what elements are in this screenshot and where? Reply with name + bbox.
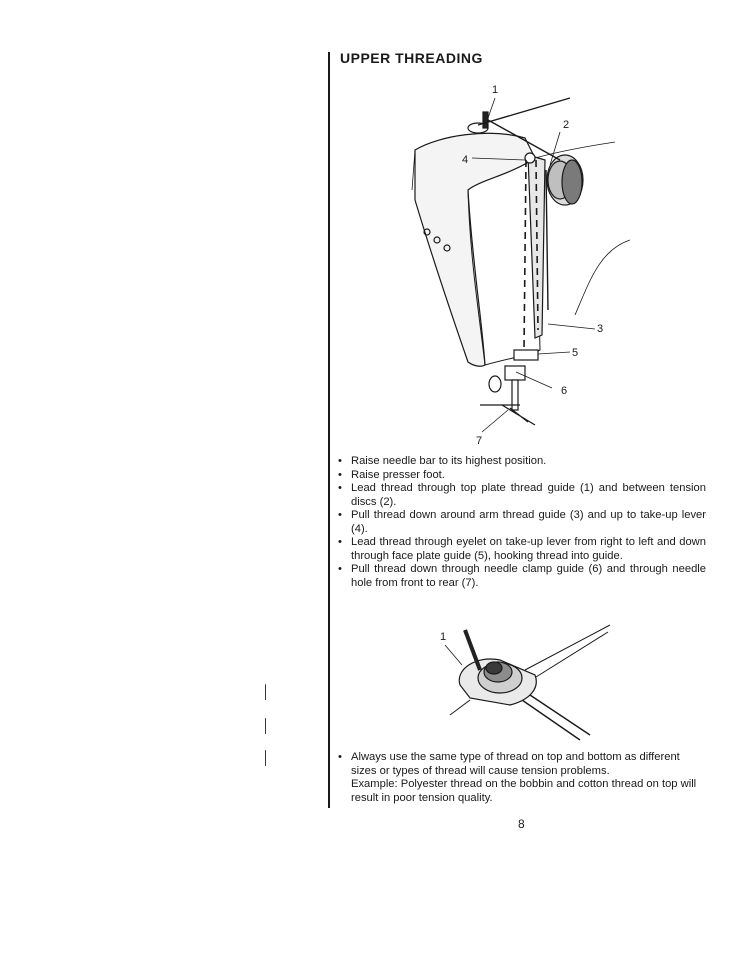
note-example: Example: Polyester thread on the bobbin and cotton thread on top will result in poor tension quality. <box>351 778 697 804</box>
callout-7: 7 <box>476 435 483 447</box>
callout-1: 1 <box>492 84 499 96</box>
step-item: • Lead thread through eyelet on take-up lever from right to left and down through face plate guide (5), hooking thread into guide. <box>336 536 706 563</box>
margin-mark: │ <box>262 750 271 765</box>
threading-steps <box>336 455 706 590</box>
step-item: • Raise presser foot. <box>336 469 706 483</box>
step-item: • Raise needle bar to its highest position. <box>336 455 706 469</box>
callout-4: 4 <box>462 154 469 166</box>
column-rule <box>328 52 330 808</box>
callout-5: 5 <box>572 347 579 359</box>
step-item: • Pull thread down around arm thread guide (3) and up to take-up lever (4). <box>336 509 706 536</box>
margin-mark: │ <box>262 718 271 733</box>
guide-callout-1: 1 <box>440 631 447 643</box>
note-text: • Always use the same type of thread on top and bottom as different sizes or types of thread will cause tension problems. <box>351 751 680 777</box>
upper-threading-diagram <box>400 80 630 450</box>
section-title: UPPER THREADING <box>340 50 483 66</box>
callout-6: 6 <box>561 385 568 397</box>
callout-3: 3 <box>597 323 604 335</box>
page-number: 8 <box>518 817 525 831</box>
step-item: • Pull thread down through needle clamp guide (6) and through needle hole from front to rear (7). <box>336 563 706 590</box>
callout-2: 2 <box>563 119 570 131</box>
step-item: • Lead thread through top plate thread guide (1) and between tension discs (2). <box>336 482 706 509</box>
thread-type-note <box>336 751 706 805</box>
thread-guide-diagram <box>430 610 615 750</box>
margin-mark: │ <box>262 684 271 699</box>
